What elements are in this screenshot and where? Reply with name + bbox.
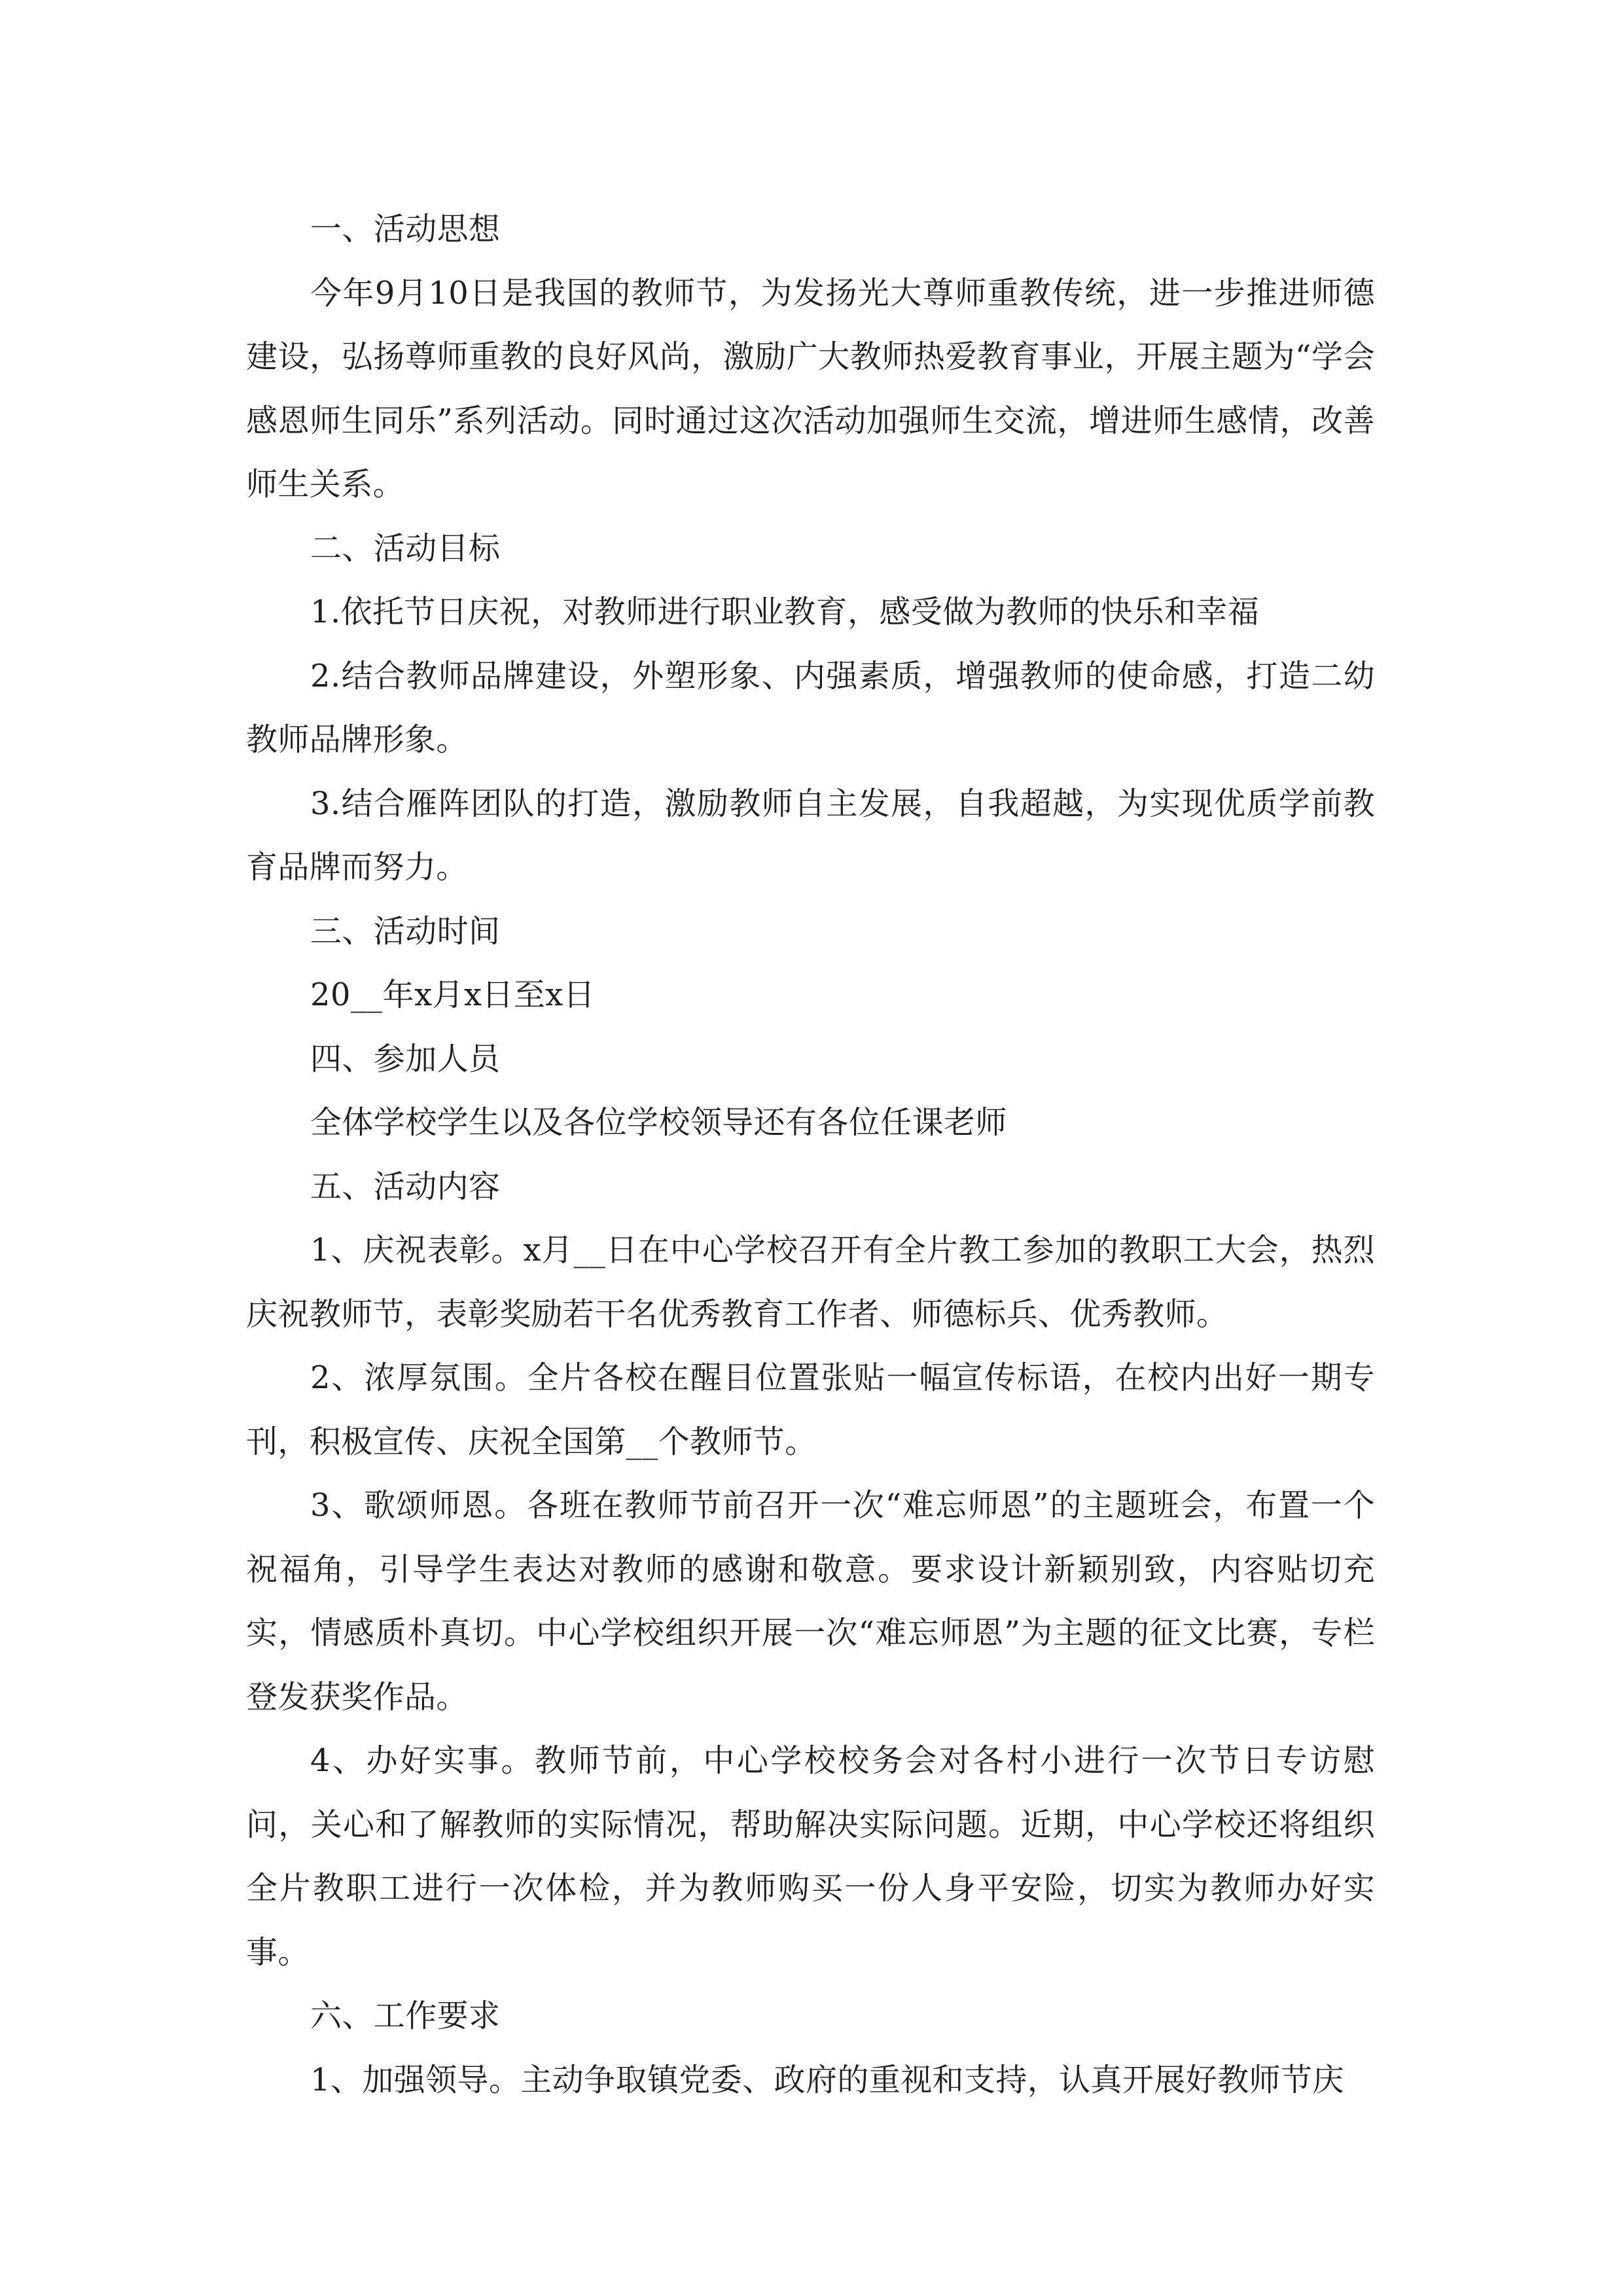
paragraph: 2.结合教师品牌建设，外塑形象、内强素质，增强教师的使命感，打造二幼教师品牌形象。 xyxy=(246,657,1375,758)
paragraph: 1、加强领导。主动争取镇党委、政府的重视和支持，认真开展好教师节庆 xyxy=(310,2061,1344,2098)
paragraph: 20__年x月x日至x日 xyxy=(310,977,596,1013)
section-heading-6: 六、工作要求 xyxy=(310,1998,501,2034)
section-heading-2: 二、活动目标 xyxy=(310,529,501,567)
paragraph: 3、歌颂师恩。各班在教师节前召开一次“难忘师恩”的主题班会，布置一个祝福角，引导学生表达对教师的感谢和敬意。要求设计新颖别致，内容贴切充实，情感质朴真切。中心学校组织开展一次“难忘师恩”为主题的征文比赛，专栏登发获奖作品。 xyxy=(246,1487,1375,1715)
paragraph: 1、庆祝表彰。x月__日在中心学校召开有全片教工参加的教职工大会，热烈庆祝教师节，表彰奖励若干名优秀教育工作者、师德标兵、优秀教师。 xyxy=(246,1232,1375,1333)
paragraph: 2、浓厚氛围。全片各校在醒目位置张贴一幅宣传标语，在校内出好一期专刊，积极宣传、庆祝全国第__个教师节。 xyxy=(246,1359,1375,1460)
paragraph: 全体学校学生以及各位学校领导还有各位任课老师 xyxy=(310,1104,1007,1141)
section-heading-4: 四、参加人员 xyxy=(310,1040,501,1077)
paragraph: 1.依托节日庆祝，对教师进行职业教育，感受做为教师的快乐和幸福 xyxy=(310,594,1260,630)
document-body xyxy=(246,198,1375,2112)
section-heading-3: 三、活动时间 xyxy=(310,912,501,950)
paragraph: 3.结合雁阵团队的打造，激励教师自主发展，自我超越，为实现优质学前教育品牌而努力。 xyxy=(246,785,1375,886)
paragraph: 4、办好实事。教师节前，中心学校校务会对各村小进行一次节日专访慰问，关心和了解教师的实际情况，帮助解决实际问题。近期，中心学校还将组织全片教职工进行一次体检，并为教师购买一份人身平安险，切实为教师办好实事。 xyxy=(246,1742,1375,1971)
section-heading-5: 五、活动内容 xyxy=(310,1168,501,1205)
section-heading-1: 一、活动思想 xyxy=(310,211,501,247)
paragraph: 今年9月10日是我国的教师节，为发扬光大尊师重教传统，进一步推进师德建设，弘扬尊师重教的良好风尚，激励广大教师热爱教育事业，开展主题为“学会感恩师生同乐”系列活动。同时通过这次活动加强师生交流，增进师生感情，改善师生关系。 xyxy=(246,274,1375,503)
